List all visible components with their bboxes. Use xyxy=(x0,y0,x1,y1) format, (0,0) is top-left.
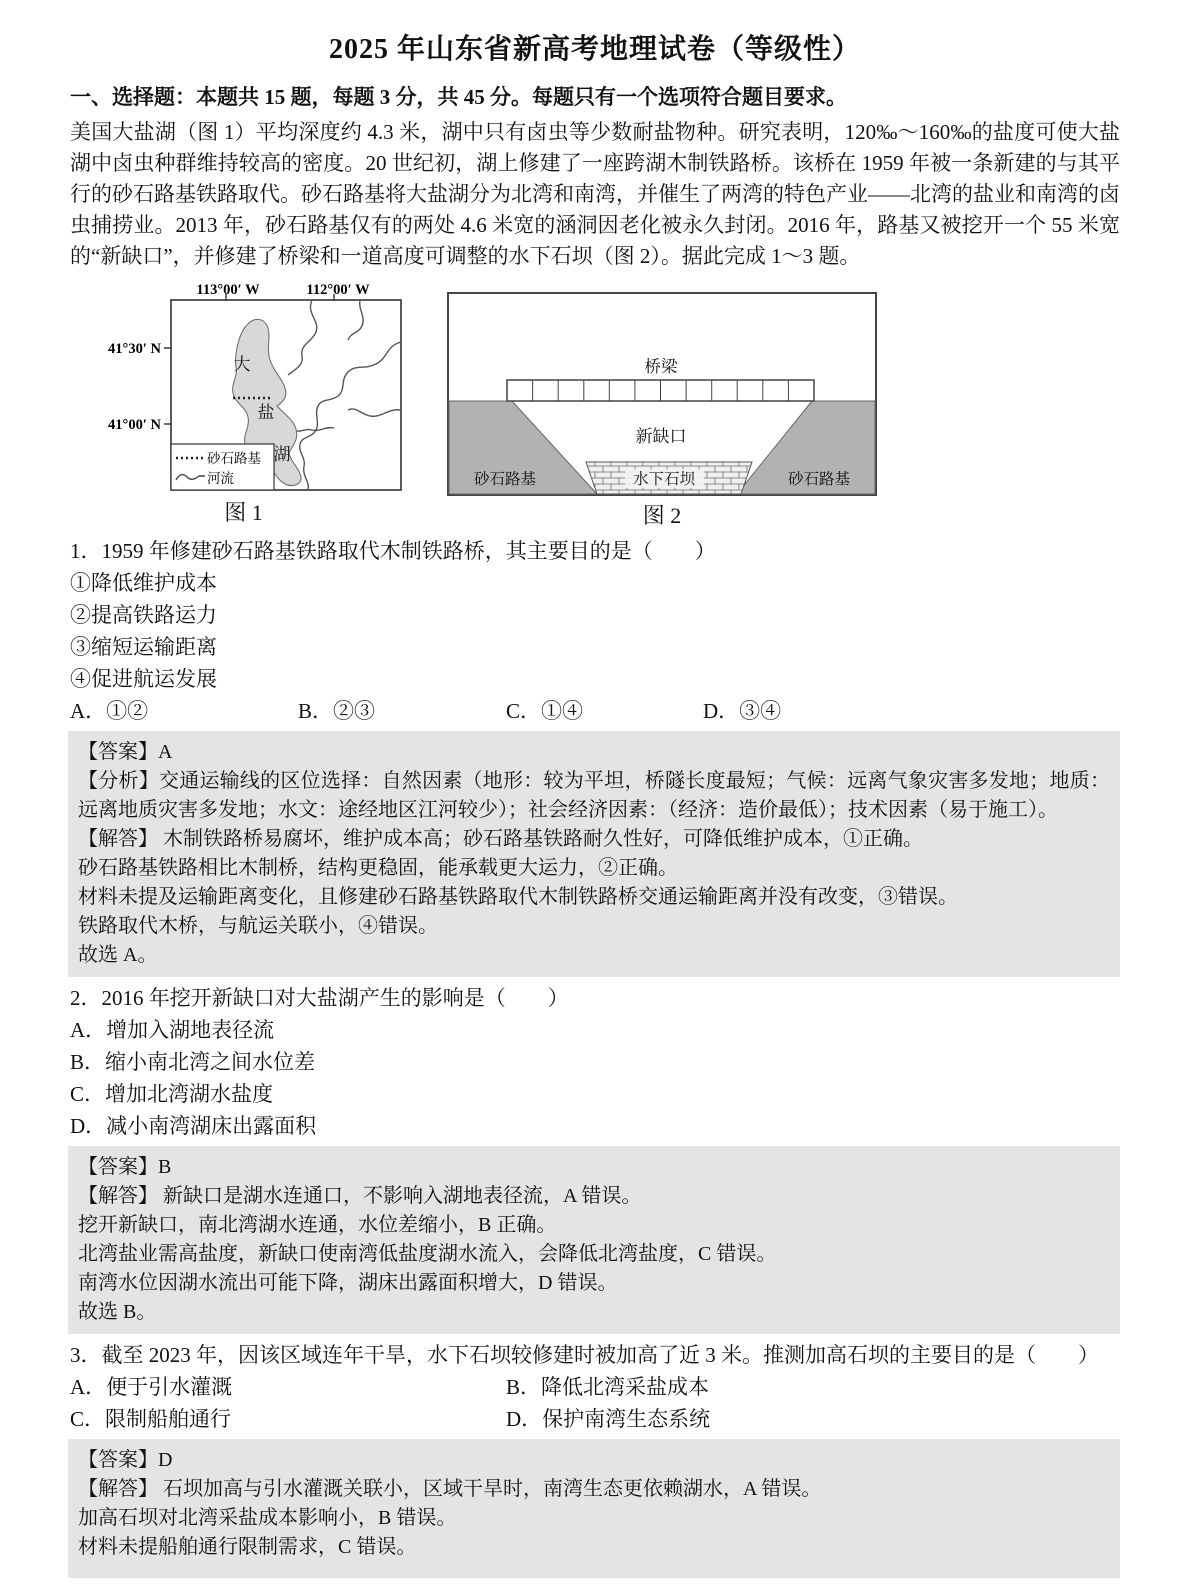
option-b: B．降低北湾采盐成本 xyxy=(506,1375,710,1399)
question-3-stem: 3．截至 2023 年，因该区域连年干旱，水下石坝较修建时被加高了近 3 米。推测加高石坝的主要目的是（ ） xyxy=(70,1343,1099,1367)
answer-line: 【答案】A xyxy=(78,741,173,763)
legend-roadbed-label: 砂石路基 xyxy=(207,451,261,466)
lat-label-top: 41°30′ N xyxy=(108,341,161,357)
question-1-stem: 1．1959 年修建砂石路基铁路取代木制铁路桥，其主要目的是（ ） xyxy=(70,539,716,563)
question-1-options xyxy=(70,695,1120,727)
answer-line: 【答案】B xyxy=(78,1156,172,1178)
option-c: C．限制船舶通行 xyxy=(70,1407,232,1431)
explanation-line: 加高石坝对北湾采盐成本影响小，B 错误。 xyxy=(78,1507,457,1529)
option-b: B．②③ xyxy=(298,699,376,723)
lake-name-char: 大 xyxy=(233,355,251,374)
lake-name-char: 湖 xyxy=(273,445,291,464)
bridge-label: 桥梁 xyxy=(644,357,678,376)
legend-river-label: 河流 xyxy=(207,471,234,486)
figure1-map xyxy=(76,282,411,494)
lake-name-char: 盐 xyxy=(257,403,275,422)
explanation-line: 【解答】 石坝加高与引水灌溉关联小，区域干旱时，南湾生态更依赖湖水，A 错误。 xyxy=(78,1478,822,1500)
gap-label: 新缺口 xyxy=(635,427,687,446)
conclusion-line: 故选 B。 xyxy=(78,1301,157,1323)
page-title: 2025 年山东省新高考地理试卷（等级性） xyxy=(328,34,861,65)
lon-label-right: 112°00′ W xyxy=(306,282,370,298)
dam-label: 水下石坝 xyxy=(632,471,696,488)
question-1-item: ②提高铁路运力 xyxy=(70,603,217,627)
section-header: 一、选择题：本题共 15 题，每题 3 分，共 45 分。每题只有一个选项符合题目要求。 xyxy=(70,85,847,109)
answer-block-2 xyxy=(68,1146,1120,1334)
question-3-options xyxy=(70,1371,1120,1435)
option-d: D．③④ xyxy=(703,699,782,723)
explanation-line: 材料未提船舶通行限制需求，C 错误。 xyxy=(78,1536,417,1558)
analysis-line: 【分析】交通运输线的区位选择：自然因素（地形：较为平坦，桥隧长度最短；气候：远离气象灾害多发地；地质：远离地质灾害多发地；水文：途经地区江河较少）；社会经济因素：（经济：造价最低）；技术因素（易于施工）。 xyxy=(78,770,1110,821)
roadbed-left-label: 砂石路基 xyxy=(473,471,537,488)
option-a: A．①② xyxy=(70,699,149,723)
explanation-line: 挖开新缺口，南北湾湖水连通，水位差缩小，B 正确。 xyxy=(78,1214,557,1236)
figures-row xyxy=(76,282,1120,530)
lat-label-bottom: 41°00′ N xyxy=(108,417,161,433)
question-1 xyxy=(70,535,1120,727)
option-d: D．减小南湾湖床出露面积 xyxy=(70,1114,317,1138)
explanation-line: 南湾水位因湖水流出可能下降，湖床出露面积增大，D 错误。 xyxy=(78,1272,618,1294)
lon-label-left: 113°00′ W xyxy=(196,282,260,298)
option-a: A．增加入湖地表径流 xyxy=(70,1018,275,1042)
page xyxy=(70,0,1120,1578)
option-c: C．增加北湾湖水盐度 xyxy=(70,1082,274,1106)
figure2-caption: 图 2 xyxy=(642,503,682,528)
explanation-line: 铁路取代木桥，与航运关联小，④错误。 xyxy=(78,915,438,937)
explanation-line: 北湾盐业需高盐度，新缺口使南湾低盐度湖水流入，会降低北湾盐度，C 错误。 xyxy=(78,1243,777,1265)
roadbed-right-label: 砂石路基 xyxy=(787,471,851,488)
figure1 xyxy=(76,282,411,527)
question-3 xyxy=(70,1339,1120,1435)
option-b: B．缩小南北湾之间水位差 xyxy=(70,1050,316,1074)
explanation-line: 【解答】 新缺口是湖水连通口，不影响入湖地表径流，A 错误。 xyxy=(78,1185,642,1207)
answer-line: 【答案】D xyxy=(78,1449,173,1471)
question-1-item: ①降低维护成本 xyxy=(70,571,217,595)
question-1-item: ③缩短运输距离 xyxy=(70,635,217,659)
question-2-stem: 2．2016 年挖开新缺口对大盐湖产生的影响是（ ） xyxy=(70,986,569,1010)
figure1-caption: 图 1 xyxy=(224,500,263,525)
intro-paragraph: 美国大盐湖（图 1）平均深度约 4.3 米，湖中只有卤虫等少数耐盐物种。研究表明，120‰～160‰的盐度可使大盐湖中卤虫种群维持较高的密度。20 世纪初，湖上修建了一座跨湖木制铁路桥。该桥在 1959 年被一条新建的与其平行的砂石路基铁路取代。砂石路基将大盐湖分为北湾和南湾，并催生了两湾的特色产业——北湾的盐业和南湾的卤虫捕捞业。2013 年，砂石路基仅有的两处 4.6 米宽的涵洞因老化被永久封闭。2016 年，路基又被挖开一个 55 米宽的“新缺口”，并修建了桥梁和一道高度可调整的水下石坝（图 2）。据此完成 1～3 题。 xyxy=(70,120,1120,268)
option-c: C．①④ xyxy=(506,699,584,723)
answer-block-1 xyxy=(68,731,1120,977)
explanation-line: 【解答】 木制铁路桥易腐坏，维护成本高；砂石路基铁路耐久性好，可降低维护成本，①正确。 xyxy=(78,828,923,850)
figure2-cross-section xyxy=(447,292,877,497)
explanation-line: 材料未提及运输距离变化，且修建砂石路基铁路取代木制铁路桥交通运输距离并没有改变，③错误。 xyxy=(78,886,958,908)
conclusion-line: 故选 A。 xyxy=(78,944,158,966)
answer-block-3 xyxy=(68,1439,1120,1578)
option-d: D．保护南湾生态系统 xyxy=(506,1407,711,1431)
question-1-item: ④促进航运发展 xyxy=(70,667,217,691)
explanation-line: 砂石路基铁路相比木制桥，结构更稳固，能承载更大运力，②正确。 xyxy=(78,857,678,879)
figure2 xyxy=(447,292,877,530)
option-a: A．便于引水灌溉 xyxy=(70,1375,233,1399)
question-2 xyxy=(70,982,1120,1142)
